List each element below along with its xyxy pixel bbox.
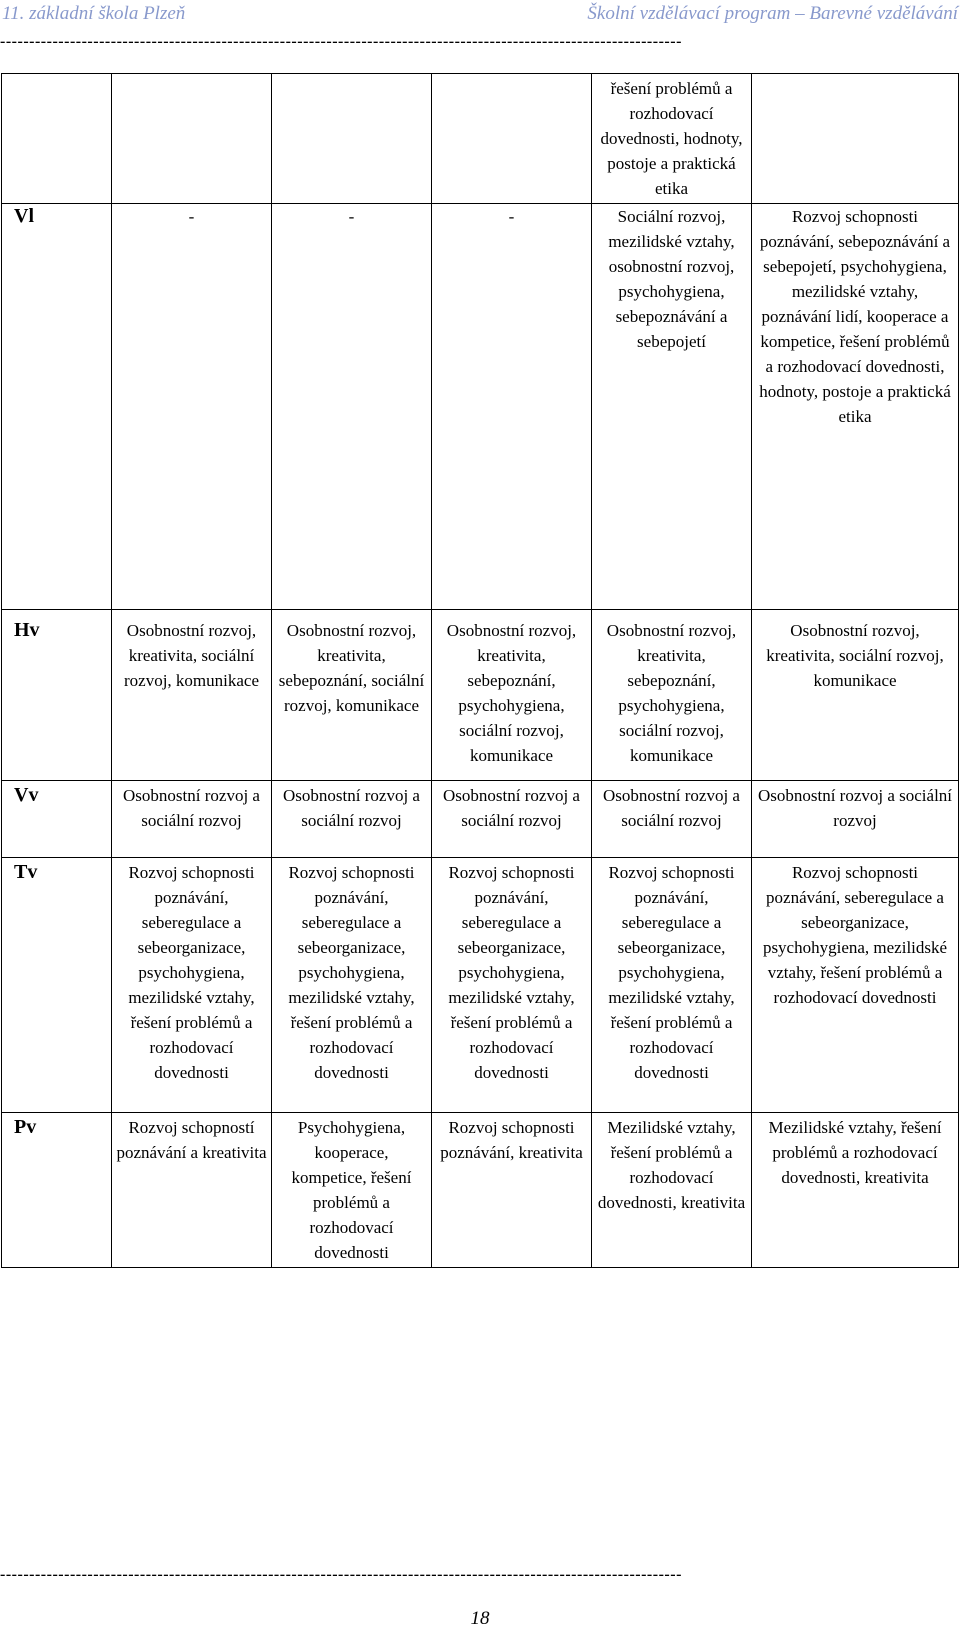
table-cell: řešení problémů a rozhodovací dovednosti, hodnoty, postoje a praktická etika xyxy=(592,74,752,204)
table-cell: Osobnostní rozvoj a sociální rozvoj xyxy=(112,781,272,858)
table-cell xyxy=(272,74,432,204)
row-label: Pv xyxy=(2,1113,112,1268)
table-cell: Rozvoj schopnosti poznávání, seberegulace a sebeorganizace, psychohygiena, mezilidské vztahy, řešení problémů a rozhodovací dovednosti xyxy=(272,858,432,1113)
table-cell: Rozvoj schopnosti poznávání, seberegulace a sebeorganizace, psychohygiena, mezilidské vztahy, řešení problémů a rozhodovací dovednosti xyxy=(752,858,959,1113)
table-cell: Rozvoj schopnosti poznávání, seberegulace a sebeorganizace, psychohygiena, mezilidské vztahy, řešení problémů a rozhodovací dovednosti xyxy=(592,858,752,1113)
table-cell xyxy=(432,74,592,204)
table-cell: Rozvoj schopnosti poznávání, seberegulace a sebeorganizace, psychohygiena, mezilidské vztahy, řešení problémů a rozhodovací dovednosti xyxy=(112,858,272,1113)
table-cell: Mezilidské vztahy, řešení problémů a rozhodovací dovednosti, kreativita xyxy=(592,1113,752,1268)
table-cell: Mezilidské vztahy, řešení problémů a rozhodovací dovednosti, kreativita xyxy=(752,1113,959,1268)
table-cell: Psychohygiena, kooperace, kompetice, řešení problémů a rozhodovací dovednosti xyxy=(272,1113,432,1268)
program-title: Školní vzdělávací program – Barevné vzdělávání xyxy=(587,3,958,24)
table-cell: Osobnostní rozvoj a sociální rozvoj xyxy=(432,781,592,858)
table-cell: Osobnostní rozvoj, kreativita, sociální rozvoj, komunikace xyxy=(112,610,272,781)
table-row xyxy=(2,1113,959,1268)
header-divider: --------------------------------------------------------------------------------------------------------------------- xyxy=(0,34,682,50)
row-label: Tv xyxy=(2,858,112,1113)
table-cell: Rozvoj schopností poznávání a kreativita xyxy=(112,1113,272,1268)
table-row xyxy=(2,74,959,204)
table-cell: Sociální rozvoj, mezilidské vztahy, osobnostní rozvoj, psychohygiena, sebepoznávání a sebepojetí xyxy=(592,204,752,610)
table-cell: Rozvoj schopnosti poznávání, kreativita xyxy=(432,1113,592,1268)
table-row xyxy=(2,781,959,858)
school-name: 11. základní škola Plzeň xyxy=(2,3,186,24)
table-row xyxy=(2,858,959,1113)
table-cell: Osobnostní rozvoj a sociální rozvoj xyxy=(592,781,752,858)
table-cell: Osobnostní rozvoj, kreativita, sociální rozvoj, komunikace xyxy=(752,610,959,781)
row-label xyxy=(2,74,112,204)
table-cell: Osobnostní rozvoj, kreativita, sebepoznání, psychohygiena, sociální rozvoj, komunikace xyxy=(432,610,592,781)
table-cell xyxy=(752,74,959,204)
row-label: Hv xyxy=(2,610,112,781)
table-cell xyxy=(112,74,272,204)
curriculum-table xyxy=(1,73,959,1268)
table-cell: - xyxy=(112,204,272,610)
table-cell: Rozvoj schopnosti poznávání, sebepoznávání a sebepojetí, psychohygiena, mezilidské vztahy, poznávání lidí, kooperace a kompetice, řešení problémů a rozhodovací dovednosti, hodnoty, postoje a praktická etika xyxy=(752,204,959,610)
footer-divider: --------------------------------------------------------------------------------------------------------------------- xyxy=(0,1567,682,1583)
row-label: Vl xyxy=(2,204,112,610)
table-row xyxy=(2,610,959,781)
table-cell: - xyxy=(432,204,592,610)
table-cell: - xyxy=(272,204,432,610)
table-row xyxy=(2,204,959,610)
table-cell: Rozvoj schopnosti poznávání, seberegulace a sebeorganizace, psychohygiena, mezilidské vztahy, řešení problémů a rozhodovací dovednosti xyxy=(432,858,592,1113)
row-label: Vv xyxy=(2,781,112,858)
page-number: 18 xyxy=(470,1608,490,1629)
table-cell: Osobnostní rozvoj a sociální rozvoj xyxy=(272,781,432,858)
table-cell: Osobnostní rozvoj, kreativita, sebepoznání, psychohygiena, sociální rozvoj, komunikace xyxy=(592,610,752,781)
table-cell: Osobnostní rozvoj, kreativita, sebepoznání, sociální rozvoj, komunikace xyxy=(272,610,432,781)
table-cell: Osobnostní rozvoj a sociální rozvoj xyxy=(752,781,959,858)
